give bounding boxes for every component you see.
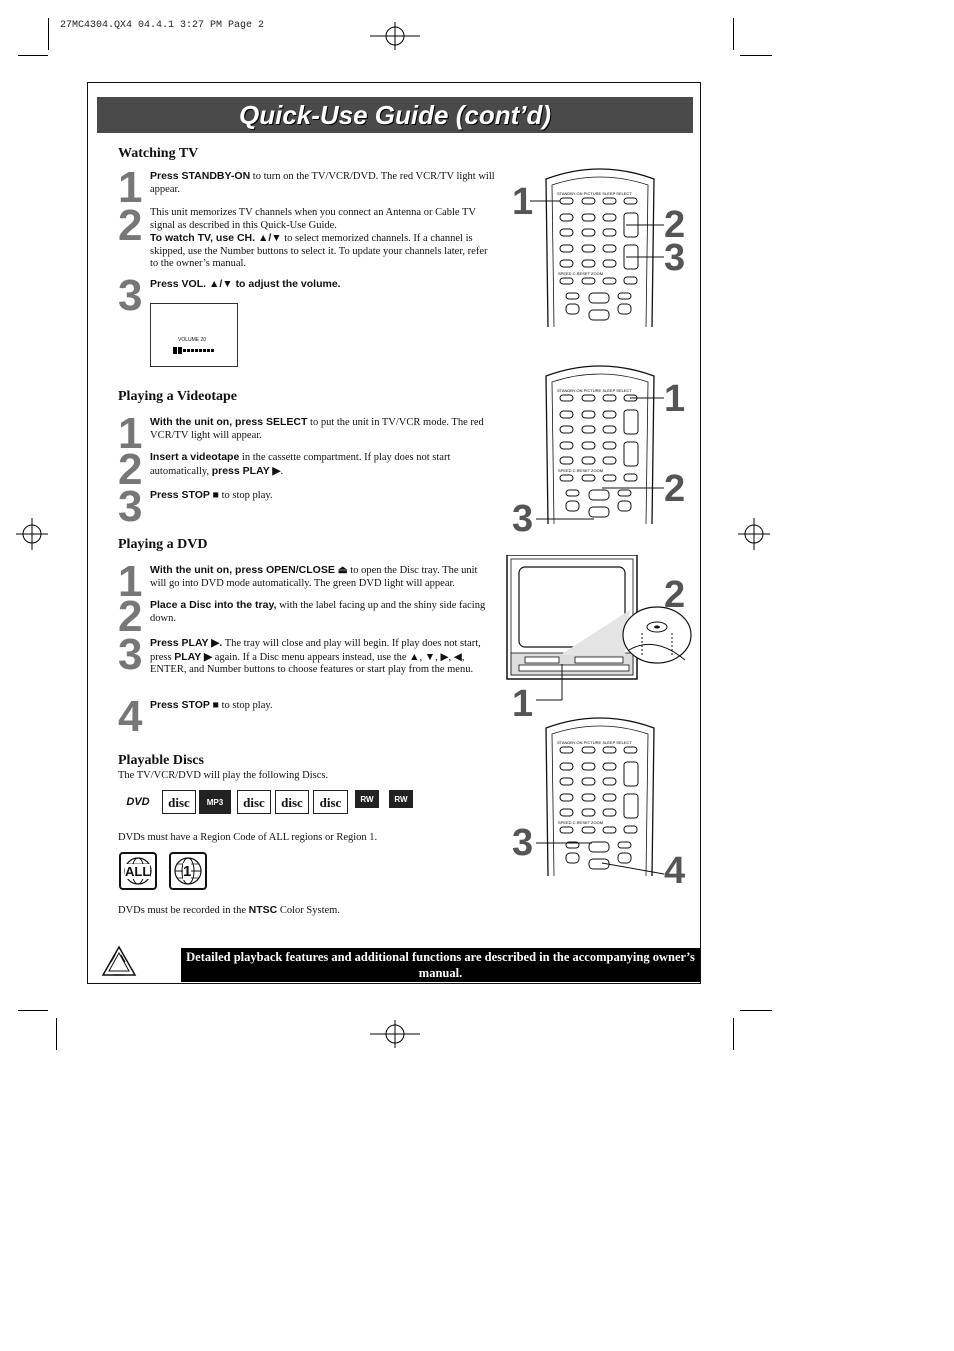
callout-leader-lines (530, 840, 670, 880)
registration-mark-icon (370, 1020, 420, 1048)
callout-number: 2 (664, 204, 686, 246)
cd-r-logo: disc (275, 790, 309, 814)
dvd-plus-rw-logo: RW (389, 790, 413, 808)
step-text: Press STOP ■ to stop play. (150, 489, 273, 501)
print-slug: 27MC4304.QX4 04.4.1 3:27 PM Page 2 (60, 20, 265, 31)
step-number: 3 (118, 482, 143, 531)
crop-mark (18, 1010, 48, 1011)
step-text: Place a Disc into the tray, with the label facing up and the shiny side facing down. (150, 599, 486, 624)
step-number: 3 (118, 271, 143, 320)
step-text: Press PLAY ▶. The tray will close and play will begin. If play does not start, press PLAY ▶ again. If a Disc menu appears instead, use the ▲, ▼, ▶, ◀, ENTER, and Number buttons to choose features or start play from the menu. (150, 637, 481, 675)
step-text: Press STOP ■ to stop play. (150, 699, 273, 711)
region-code-text: DVDs must have a Region Code of ALL regions or Region 1. (118, 832, 378, 843)
crop-mark (56, 1018, 57, 1050)
callout-number: 3 (512, 498, 534, 540)
cd-logo: disc (162, 790, 196, 814)
osd-label: VOLUME 20 (178, 337, 207, 343)
crop-mark (48, 18, 49, 50)
step-number: 2 (118, 201, 143, 250)
callout-number: 4 (664, 850, 686, 892)
crop-mark (733, 18, 734, 50)
svg-text:STANDBY-ON PICTURE SLEEP S: STANDBY-ON PICTURE SLEEP SELECT (557, 191, 632, 196)
region-all-badge (119, 852, 157, 890)
registration-mark-icon (738, 518, 770, 550)
crop-mark (733, 1018, 734, 1050)
svg-text:STANDBY-ON PICTURE SLEEP S: STANDBY-ON PICTURE SLEEP SELECT (557, 388, 632, 393)
step-text: Insert a videotape in the cassette compartment. If play does not start automatically, press PLAY ▶. (150, 451, 451, 477)
crop-mark (18, 55, 48, 56)
volume-bar-icon (173, 347, 219, 355)
callout-number: 2 (664, 574, 686, 616)
callout-number: 3 (664, 237, 686, 279)
region-one-label: 1 (183, 863, 192, 880)
crop-mark (740, 1010, 772, 1011)
step-number: 2 (118, 445, 143, 494)
registration-mark-icon (16, 518, 48, 550)
callout-number: 1 (512, 181, 534, 223)
cd-rw-logo: disc (237, 790, 271, 814)
step-text: This unit memorizes TV channels when you connect an Antenna or Cable TV signal as described in this Quick-Use Guide. To watch TV, use CH. ▲/▼ to select memorized channels. If a channel is skipped, use the Number buttons to select it. To update your channels later, refer to the owner’s manual. (150, 207, 488, 269)
step-text: Press VOL. ▲/▼ to adjust the volume. (150, 278, 341, 290)
callout-number: 3 (512, 822, 534, 864)
svg-text:SPEED C.RESET ZOOM: SPEED C.RESET ZOOM (558, 820, 604, 825)
region-all-label: ALL (125, 864, 151, 879)
discs-intro: The TV/VCR/DVD will play the following Discs. (118, 770, 329, 781)
footer-note: Detailed playback features and additional functions are described in the accompanying owner’s manual. (181, 948, 700, 982)
video-cd-logo: disc (313, 790, 348, 814)
crop-mark (740, 55, 772, 56)
callout-number: 1 (512, 683, 534, 725)
callout-leader-lines (530, 395, 670, 525)
recycle-icon (100, 944, 138, 980)
registration-mark-icon (370, 22, 420, 50)
step-text: With the unit on, press SELECT to put the unit in TV/VCR mode. The red VCR/TV light will appear. (150, 416, 484, 441)
step-number: 1 (118, 163, 143, 212)
step-text: Press STANDBY-ON to turn on the TV/VCR/DVD. The red VCR/TV light will appear. (150, 170, 495, 195)
svg-text:SPEED C.RESET ZOOM: SPEED C.RESET ZOOM (558, 271, 604, 276)
callout-number: 1 (664, 378, 686, 420)
section-heading-videotape: Playing a Videotape (118, 389, 238, 404)
step-number: 1 (118, 557, 143, 606)
step-number: 3 (118, 630, 143, 679)
step-number: 2 (118, 592, 143, 641)
mp3-logo: MP3 (199, 790, 231, 814)
section-heading-playable-discs: Playable Discs (118, 753, 204, 768)
step-number: 4 (118, 692, 143, 741)
svg-text:STANDBY-ON PICTURE SLEEP S: STANDBY-ON PICTURE SLEEP SELECT (557, 740, 632, 745)
callout-leader-lines (530, 662, 570, 704)
svg-text:SPEED C.RESET ZOOM: SPEED C.RESET ZOOM (558, 468, 604, 473)
dvd-rw-logo: RW (355, 790, 379, 808)
dvd-logo: DVD (126, 796, 150, 808)
section-heading-watching-tv: Watching TV (118, 146, 199, 161)
step-number: 1 (118, 409, 143, 458)
callout-number: 2 (664, 468, 686, 510)
title-bar (97, 97, 693, 133)
section-heading-dvd: Playing a DVD (118, 537, 208, 552)
step-text: With the unit on, press OPEN/CLOSE ⏏ to open the Disc tray. The unit will go into DVD mode automatically. The green DVD light will appear. (150, 564, 478, 589)
region-one-badge (169, 852, 207, 890)
page-title: Quick-Use Guide (cont’d) (238, 100, 552, 130)
callout-leader-lines (530, 195, 670, 265)
volume-osd-screen (150, 303, 238, 367)
ntsc-text: DVDs must be recorded in the NTSC Color System. (118, 904, 340, 916)
